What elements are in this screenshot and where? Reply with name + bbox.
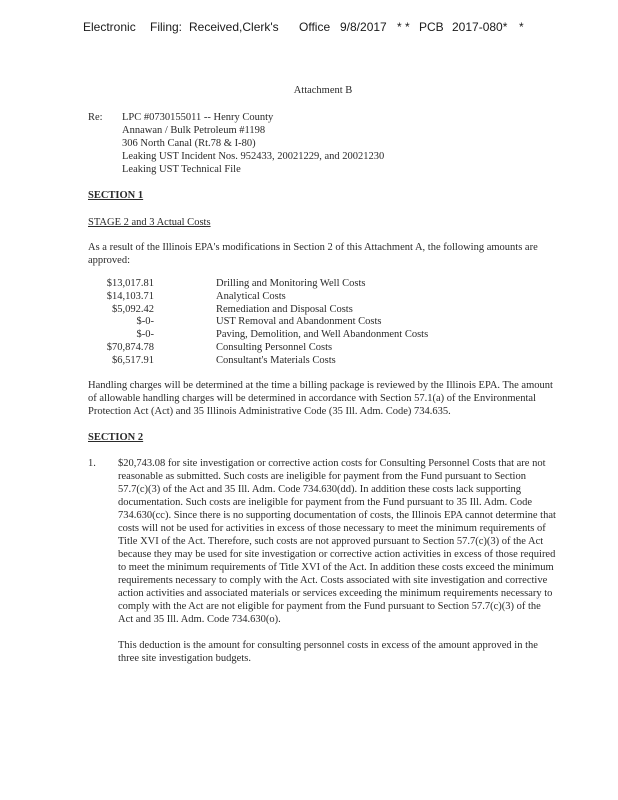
cost-amount: $14,103.71 xyxy=(106,290,154,302)
item-body xyxy=(118,457,558,665)
re-lines xyxy=(122,111,384,176)
re-label: Re: xyxy=(88,112,103,123)
cost-amount: $-0- xyxy=(136,329,154,341)
cost-amount: $-0- xyxy=(136,316,154,328)
section2-heading: SECTION 2 xyxy=(88,431,144,443)
header-pcb: PCB xyxy=(419,20,444,34)
cost-amount: $5,092.42 xyxy=(112,303,154,315)
attachment-title: Attachment B xyxy=(293,85,353,96)
header-stars: * * xyxy=(397,20,410,34)
cost-label: Analytical Costs xyxy=(216,290,286,302)
header-end-star: * xyxy=(519,20,524,34)
cost-label: Remediation and Disposal Costs xyxy=(216,303,353,315)
header-received: Received,Clerk's xyxy=(189,20,279,34)
re-line: Leaking UST Incident Nos. 952433, 20021229, and 20021230 xyxy=(122,151,385,162)
deduction-item xyxy=(88,457,558,665)
cost-label: Consultant's Materials Costs xyxy=(216,354,336,366)
cost-row xyxy=(88,277,558,290)
cost-row xyxy=(88,303,558,316)
cost-amount: $6,517.91 xyxy=(112,354,154,366)
cost-label: UST Removal and Abandonment Costs xyxy=(216,316,382,328)
section1-subheading: STAGE 2 and 3 Actual Costs xyxy=(88,217,211,228)
cost-label: Paving, Demolition, and Well Abandonment Costs xyxy=(216,329,429,341)
section1-intro: As a result of the Illinois EPA's modifications in Section 2 of this Attachment A, the following amounts are approved: xyxy=(88,242,538,266)
cost-row xyxy=(88,315,558,328)
cost-amount: $13,017.81 xyxy=(106,278,154,289)
cost-row xyxy=(88,328,558,341)
cost-label: Consulting Personnel Costs xyxy=(216,341,333,353)
header-date: 9/8/2017 xyxy=(340,20,387,34)
section1-heading: SECTION 1 xyxy=(88,190,144,201)
header-filing: Filing: xyxy=(150,20,183,34)
re-line: Annawan / Bulk Petroleum #1198 xyxy=(122,125,266,136)
re-line: 306 North Canal (Rt.78 & I-80) xyxy=(122,138,256,149)
document-body xyxy=(88,84,558,665)
cost-amount: $70,874.78 xyxy=(106,341,154,353)
deduction-text: $20,743.08 for site investigation or corrective action costs for Consulting Personnel Costs that are not reasonable as submitted. Such costs are ineligible for payment from the Fund pursuant to Section 57.7(c)(3) of the Act and 35 Ill. Adm. Code 734.630(dd). In addition these costs lack supporting documentation. Such costs are ineligible for payment from the Fund pursuant to 35 Ill. Adm. Code 734.630(cc). Since there is no supporting documentation of costs, the Illinois EPA cannot determine that costs will not be used for activities in excess of those necessary to meet the minimum requirements of Title XVI of the Act. Therefore, such costs are not approved pursuant to Section 57.7(c)(3) of the Act because they may be used for site investigation or corrective action activities in excess of those required to meet the minimum requirements of Title XVI of the Act. In addition these costs exceed the minimum requirements necessary to comply with the Act. Costs associated with site investigation and corrective action activities and associated materials or services exceeding the minimum requirements necessary to comply with the Act are not eligible for payment from the Fund pursuant to Section 57.7(c)(3) of the Act and 35 Ill. Adm. Code 734.630(o). xyxy=(118,457,556,625)
item-number: 1. xyxy=(88,457,96,469)
header-office: Office xyxy=(299,20,331,34)
re-block xyxy=(88,111,558,176)
deduction-note: This deduction is the amount for consulting personnel costs in excess of the amount approved in the three site investigation budgets. xyxy=(118,639,538,664)
cost-row xyxy=(88,341,558,354)
re-line: LPC #0730155011 -- Henry County xyxy=(122,112,274,123)
cost-row xyxy=(88,290,558,303)
handling-charges-paragraph: Handling charges will be determined at the time a billing package is reviewed by the Illinois EPA. The amount of allowable handling charges will be determined in accordance with Section 57.1(a) of the Environmental Protection Act (Act) and 35 Illinois Administrative Code (35 Ill. Adm. Code) 734.635. xyxy=(88,379,553,417)
cost-label: Drilling and Monitoring Well Costs xyxy=(216,278,366,289)
header-electronic: Electronic xyxy=(83,20,136,34)
cost-row xyxy=(88,354,558,367)
header-case-number: 2017-080* xyxy=(452,20,508,34)
approved-costs-list xyxy=(88,277,558,367)
re-line: Leaking UST Technical File xyxy=(122,164,241,175)
